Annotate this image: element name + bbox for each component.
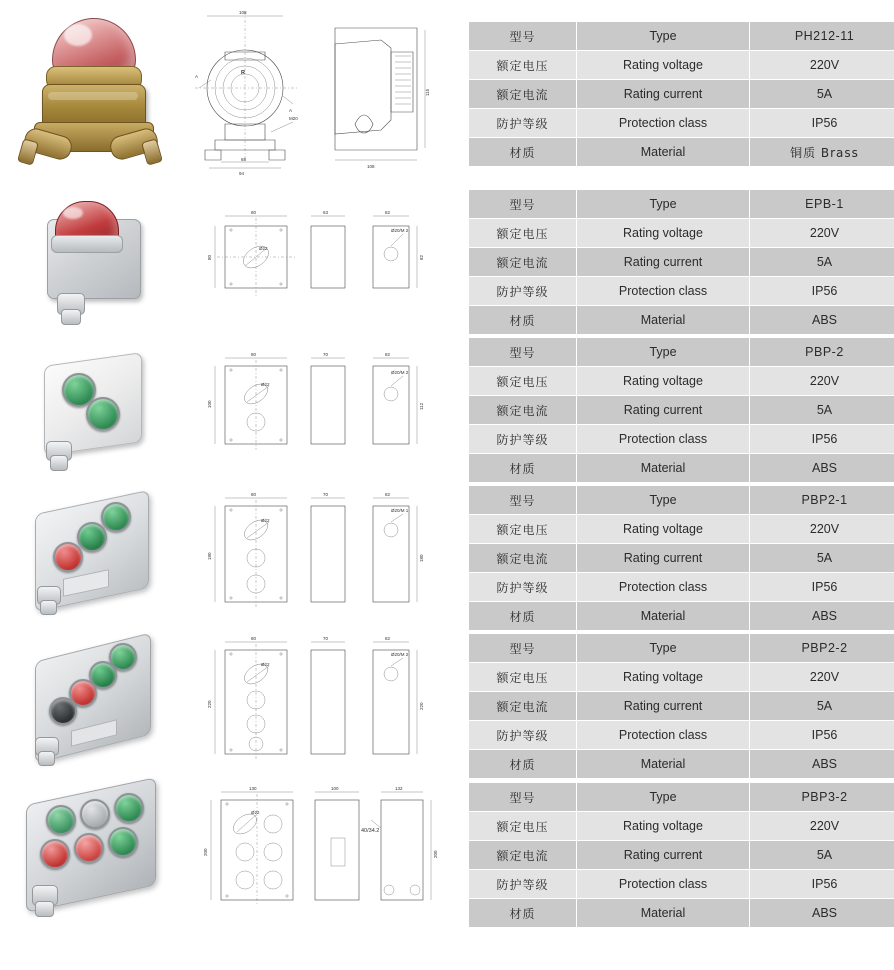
cell-value: PBP2-2: [750, 634, 894, 663]
drawing-dim-82: 82: [385, 210, 391, 215]
product-photo-pbp-2: [0, 336, 185, 484]
drawing-dim-80: 80: [251, 210, 257, 215]
push-button-red-1: [40, 839, 70, 869]
cell-value: IP56: [750, 109, 894, 138]
drawing-dim-80: 80: [251, 636, 257, 641]
cell-label-cn: 防护等级: [469, 277, 577, 306]
technical-drawing: [185, 0, 450, 180]
drawing-dim-115: 115: [425, 88, 430, 96]
cell-label-cn: 材质: [469, 899, 577, 928]
product-photo-pbp2-1: [0, 484, 185, 632]
spec-table: [468, 337, 894, 483]
cell-label-cn: 防护等级: [469, 721, 577, 750]
cell-label-en: Type: [577, 486, 750, 515]
product-table-ph212-11: [458, 21, 894, 167]
push-button-green-3: [108, 827, 138, 857]
drawing-label-r: R: [241, 70, 245, 76]
table-row: [469, 190, 894, 219]
cell-value: IP56: [750, 277, 894, 306]
push-button-green-2: [77, 522, 107, 552]
product-drawing-pbp3-2: [185, 780, 450, 930]
drawing-label-d22: Ø22: [261, 662, 270, 667]
cell-label-cn: 防护等级: [469, 425, 577, 454]
table-row: [469, 870, 894, 899]
cell-label-cn: 防护等级: [469, 573, 577, 602]
spec-table: [468, 633, 894, 779]
cell-label-en: Rating current: [577, 396, 750, 425]
cell-label-en: Rating current: [577, 692, 750, 721]
product-table-epb-1: [458, 189, 894, 335]
cell-label-en: Rating voltage: [577, 515, 750, 544]
table-row: [469, 721, 894, 750]
cell-value: ABS: [750, 306, 894, 335]
spec-table: [468, 485, 894, 631]
cell-label-cn: 额定电流: [469, 841, 577, 870]
drawing-dim-130: 130: [249, 786, 257, 791]
cell-value: 5A: [750, 248, 894, 277]
push-button-green-1: [101, 502, 131, 532]
product-drawing-ph212-11: [185, 0, 450, 188]
product-row-pbp2-2: [0, 632, 894, 780]
table-row: [469, 138, 894, 167]
table-row: [469, 602, 894, 631]
product-photo-ph212-11: [0, 0, 185, 188]
cell-label-en: Material: [577, 454, 750, 483]
product-table-pbp2-1: [458, 485, 894, 631]
drawing-dim-80: 80: [251, 352, 257, 357]
table-row: [469, 692, 894, 721]
drawing-dim-108b: 108: [367, 164, 375, 169]
drawing-dim-200b: 200: [433, 850, 438, 858]
cell-value: IP56: [750, 721, 894, 750]
spec-table: [468, 21, 894, 167]
table-row: [469, 573, 894, 602]
cell-value: 5A: [750, 692, 894, 721]
cell-label-cn: 型号: [469, 338, 577, 367]
cell-label-en: Material: [577, 602, 750, 631]
cable-gland-tip: [50, 455, 68, 471]
drawing-dim-200: 200: [203, 848, 208, 856]
table-row: [469, 515, 894, 544]
cell-label-en: Protection class: [577, 721, 750, 750]
push-button-green-2: [114, 793, 144, 823]
push-button-grey-1: [80, 799, 110, 829]
cable-gland-tip: [35, 901, 54, 917]
cell-label-en: Rating voltage: [577, 51, 750, 80]
table-row: [469, 109, 894, 138]
drawing-label-a-right: A: [289, 108, 293, 113]
cell-value: 5A: [750, 841, 894, 870]
cell-value: ABS: [750, 454, 894, 483]
cell-value: ABS: [750, 602, 894, 631]
drawing-dim-100: 100: [207, 400, 212, 408]
drawing-label-d22: Ø22: [261, 382, 270, 387]
drawing-dim-220b: 220: [419, 702, 424, 710]
cell-label-en: Type: [577, 634, 750, 663]
table-row: [469, 634, 894, 663]
cell-label-cn: 材质: [469, 750, 577, 779]
table-row: [469, 277, 894, 306]
product-table-pbp3-2: [458, 782, 894, 928]
spec-table: [468, 782, 894, 928]
drawing-dim-80: 80: [251, 492, 257, 497]
cell-label-cn: 防护等级: [469, 870, 577, 899]
cable-gland-tip: [61, 309, 81, 325]
drawing-label-d22: Ø22: [259, 246, 268, 251]
technical-drawing: [185, 632, 450, 772]
drawing-label-d20m2: Ø20/M 2: [391, 652, 409, 657]
table-row: [469, 841, 894, 870]
cell-label-cn: 材质: [469, 454, 577, 483]
drawing-dim-70: 70: [323, 636, 329, 641]
push-button-red: [53, 542, 83, 572]
product-drawing-pbp2-1: [185, 484, 450, 632]
cell-value: 220V: [750, 367, 894, 396]
cable-gland-tip: [40, 600, 57, 615]
drawing-dim-94: 94: [239, 171, 245, 176]
cell-label-en: Rating current: [577, 248, 750, 277]
product-row-pbp3-2: [0, 780, 894, 930]
table-row: [469, 486, 894, 515]
cell-value: IP56: [750, 425, 894, 454]
product-row-epb-1: [0, 188, 894, 336]
conduit-right-end: [141, 138, 163, 165]
lamp-highlight: [63, 207, 83, 219]
cell-value: 铜质 Brass: [750, 138, 894, 167]
drawing-dim-82: 82: [385, 492, 391, 497]
drawing-dim-68: 68: [241, 157, 247, 162]
drawing-label-40-34-2: 40/34.2: [361, 828, 380, 834]
technical-drawing: [185, 188, 450, 328]
table-row: [469, 338, 894, 367]
cell-value: 220V: [750, 219, 894, 248]
cell-label-cn: 额定电流: [469, 80, 577, 109]
cell-label-en: Rating voltage: [577, 219, 750, 248]
table-row: [469, 454, 894, 483]
product-drawing-pbp-2: [185, 336, 450, 484]
cell-label-en: Type: [577, 22, 750, 51]
cell-label-cn: 材质: [469, 306, 577, 335]
drawing-label-m20: M20: [289, 116, 298, 121]
cable-gland-tip: [38, 751, 55, 766]
product-row-pbp-2: [0, 336, 894, 484]
product-photo-pbp2-2: [0, 632, 185, 780]
cell-label-en: Material: [577, 750, 750, 779]
lamp-body-highlight: [48, 92, 138, 100]
cell-label-cn: 额定电流: [469, 544, 577, 573]
table-row: [469, 22, 894, 51]
cell-label-en: Material: [577, 138, 750, 167]
cell-label-en: Protection class: [577, 277, 750, 306]
drawing-label-d20m2: Ø20/M 2: [391, 228, 409, 233]
cell-label-en: Rating current: [577, 80, 750, 109]
table-row: [469, 306, 894, 335]
cell-label-en: Rating voltage: [577, 812, 750, 841]
drawing-label-d22: Ø22: [261, 518, 270, 523]
drawing-dim-80b: 80: [207, 254, 212, 260]
drawing-dim-82: 82: [385, 636, 391, 641]
cell-label-en: Rating current: [577, 841, 750, 870]
drawing-dim-108: 108: [239, 10, 247, 15]
cell-value: 220V: [750, 812, 894, 841]
table-row: [469, 51, 894, 80]
cell-label-cn: 额定电流: [469, 692, 577, 721]
cell-value: 220V: [750, 51, 894, 80]
cell-value: PBP-2: [750, 338, 894, 367]
spec-table: [468, 189, 894, 335]
cell-value: PBP3-2: [750, 783, 894, 812]
drawing-dim-132: 132: [395, 786, 403, 791]
cell-value: ABS: [750, 899, 894, 928]
cell-value: IP56: [750, 573, 894, 602]
lamp-highlight: [64, 24, 92, 46]
drawing-dim-63: 63: [323, 210, 329, 215]
technical-drawing: [185, 336, 450, 476]
cell-value: 5A: [750, 544, 894, 573]
cell-label-cn: 额定电压: [469, 812, 577, 841]
table-row: [469, 80, 894, 109]
cell-label-cn: 额定电流: [469, 396, 577, 425]
drawing-dim-70: 70: [323, 492, 329, 497]
push-button-green-2: [86, 397, 120, 431]
conduit-left-end: [17, 138, 39, 165]
cell-value: PBP2-1: [750, 486, 894, 515]
product-photo-pbp3-2: [0, 780, 185, 930]
drawing-dim-112: 112: [419, 402, 424, 410]
product-row-ph212-11: [0, 0, 894, 188]
cell-label-cn: 型号: [469, 22, 577, 51]
cell-label-en: Type: [577, 190, 750, 219]
cell-value: PH212-11: [750, 22, 894, 51]
cell-value: IP56: [750, 870, 894, 899]
product-row-pbp2-1: [0, 484, 894, 632]
cell-label-cn: 额定电流: [469, 248, 577, 277]
drawing-dim-180b: 180: [419, 554, 424, 562]
drawing-dim-82: 82: [385, 352, 391, 357]
cell-label-en: Rating voltage: [577, 367, 750, 396]
product-table-pbp-2: [458, 337, 894, 483]
product-photo-epb-1: [0, 188, 185, 336]
cell-label-en: Protection class: [577, 109, 750, 138]
table-row: [469, 663, 894, 692]
drawing-label-d22: Ø22: [251, 810, 260, 815]
cell-label-cn: 额定电压: [469, 51, 577, 80]
table-row: [469, 812, 894, 841]
cell-label-en: Type: [577, 338, 750, 367]
cell-label-cn: 额定电压: [469, 515, 577, 544]
cell-label-en: Protection class: [577, 573, 750, 602]
cell-label-cn: 防护等级: [469, 109, 577, 138]
cell-value: 5A: [750, 396, 894, 425]
technical-drawing: [185, 780, 450, 922]
table-row: [469, 248, 894, 277]
lamp-collar: [51, 235, 123, 253]
cell-label-cn: 额定电压: [469, 663, 577, 692]
cell-label-en: Protection class: [577, 425, 750, 454]
cell-value: 5A: [750, 80, 894, 109]
drawing-dim-220: 220: [207, 700, 212, 708]
drawing-dim-82b: 82: [419, 254, 424, 260]
product-drawing-pbp2-2: [185, 632, 450, 780]
product-drawing-epb-1: [185, 188, 450, 336]
cell-label-cn: 额定电压: [469, 219, 577, 248]
cell-value: 220V: [750, 663, 894, 692]
cell-label-cn: 型号: [469, 783, 577, 812]
table-row: [469, 219, 894, 248]
push-button-green-1: [46, 805, 76, 835]
cell-label-en: Type: [577, 783, 750, 812]
table-row: [469, 396, 894, 425]
cell-label-en: Material: [577, 899, 750, 928]
cell-label-en: Rating current: [577, 544, 750, 573]
cell-label-cn: 材质: [469, 138, 577, 167]
drawing-dim-70: 70: [323, 352, 329, 357]
cell-label-cn: 材质: [469, 602, 577, 631]
drawing-label-d20m1: Ø20/M 1: [391, 508, 409, 513]
push-button-red-2: [74, 833, 104, 863]
cell-label-en: Protection class: [577, 870, 750, 899]
cell-label-en: Rating voltage: [577, 663, 750, 692]
cell-label-cn: 型号: [469, 486, 577, 515]
table-row: [469, 367, 894, 396]
table-row: [469, 750, 894, 779]
drawing-dim-180: 180: [207, 552, 212, 560]
drawing-dim-100: 100: [331, 786, 339, 791]
table-row: [469, 899, 894, 928]
technical-drawing: [185, 484, 450, 624]
table-row: [469, 544, 894, 573]
cell-value: ABS: [750, 750, 894, 779]
drawing-label-a-left: A: [195, 74, 199, 79]
push-button-black: [49, 697, 77, 725]
cell-label-en: Material: [577, 306, 750, 335]
table-row: [469, 783, 894, 812]
cell-label-cn: 额定电压: [469, 367, 577, 396]
table-row: [469, 425, 894, 454]
cell-value: 220V: [750, 515, 894, 544]
product-table-pbp2-2: [458, 633, 894, 779]
cell-value: EPB-1: [750, 190, 894, 219]
cell-label-cn: 型号: [469, 634, 577, 663]
cell-label-cn: 型号: [469, 190, 577, 219]
drawing-label-d20m2: Ø20/M 2: [391, 370, 409, 375]
